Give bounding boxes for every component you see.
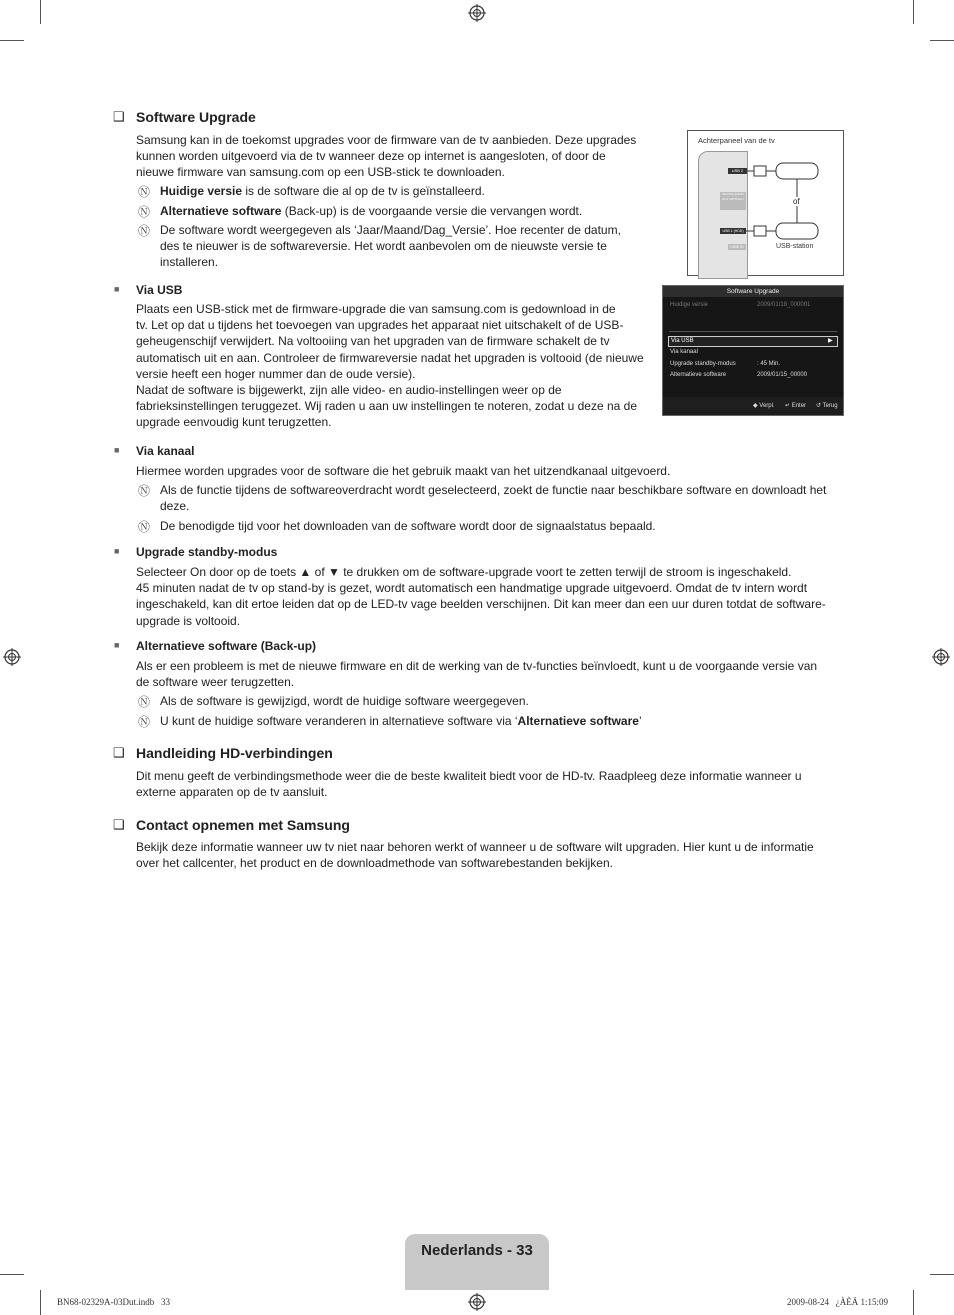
registration-mark-icon (932, 648, 950, 666)
diagram-caption: Achterpaneel van de tv (698, 136, 775, 145)
osd-hint-move: ◆ Verpl. (753, 403, 775, 409)
crop-mark (913, 1290, 914, 1315)
subsection-title-alternative: Alternatieve software (Back-up) (136, 639, 317, 653)
osd-item-via-kanaal[interactable]: Via kanaal (670, 349, 698, 355)
note-current-version: Huidige versie is de software die al op de tv is geïnstalleerd. (160, 184, 485, 198)
page-label: Nederlands - 33 (421, 1242, 533, 1259)
contact-paragraph: Bekijk deze informatie wanneer uw tv niet naar behoren werkt of wanneer u de software wilt upgraden. Hier kunt u de informatie over het callcenter, het product en de downloadmethode van softwarebestanden bekijken. (136, 840, 814, 871)
osd-current-version-label: Huidige versie (670, 302, 709, 308)
subsection-title-standby: Upgrade standby-modus (136, 545, 278, 559)
section-title-software-upgrade: Software Upgrade (136, 109, 256, 125)
page-number-tab (405, 1234, 549, 1290)
square-bullet-icon: ■ (114, 640, 120, 650)
note-icon: Ⓝ (138, 205, 151, 219)
osd-item-standby[interactable]: Upgrade standby-modus (670, 361, 736, 367)
intro-paragraph: Samsung kan in de toekomst upgrades voor de firmware van de tv aanbieden. Deze upgrades kunnen worden uitgevoerd via de tv wanneer deze op internet is aangesloten, of door de nieuwe firmware van samsung.com op een USB-stick te downloaden. (136, 133, 637, 180)
osd-standby-value: : 45 Min. (757, 361, 781, 367)
checkbox-bullet-icon: ❑ (113, 109, 125, 124)
usb-station-label: USB-station (776, 243, 814, 250)
alternative-note-1: Als de software is gewijzigd, wordt de huidige software weergegeven. (160, 694, 529, 708)
via-kanaal-note-1: Als de functie tijdens de softwareoverdracht wordt geselecteerd, zoekt de functie naar beschikbare software en downloadt het deze. (160, 483, 827, 514)
note-icon: Ⓝ (138, 484, 151, 498)
note-icon: Ⓝ (138, 695, 151, 709)
crop-mark (0, 1274, 24, 1275)
note-icon: Ⓝ (138, 224, 151, 238)
crop-mark (930, 1274, 954, 1275)
section-title-hd: Handleiding HD-verbindingen (136, 745, 333, 761)
via-kanaal-note-2: De benodigde tijd voor het downloaden van de software wordt door de signaalstatus bepaald. (160, 519, 656, 533)
osd-hint-back: ↺ Terug (816, 403, 838, 409)
print-timestamp: 2009-08-24 ¿ÀÈÄ 1:15:09 (787, 1297, 888, 1307)
hd-paragraph: Dit menu geeft de verbindingsmethode weer die de beste kwaliteit biedt voor de HD-tv. Raadpleeg deze informatie wanneer u externe apparaten op de tv aansluit. (136, 769, 802, 800)
osd-alternative-value: 2009/01/15_00000 (757, 372, 808, 378)
osd-divider (669, 331, 837, 332)
via-usb-paragraph: Plaats een USB-stick met de firmware-upgrade die van samsung.com is gedownload in de tv. Let op dat u tijdens het toevoegen van upgrades het apparaat niet uitschakelt of de USB- geheugenschijf verwijdert. Na voltooiing van het upgraden van de firmware schakelt de tv automatisch uit en aan. Controleer de firmwareversie nadat het upgraden is voltooid (de nieuwe versie heeft een hoger nummer dan de oude versie). Nadat de software is bijgewerkt, zijn alle video- en audio-instellingen weer op de fabrieksinstellingen teruggezet. Wij raden u aan uw instellingen te noteren, zodat u deze na de upgrade eenvoudig kunt terugzetten. (136, 302, 644, 430)
note-icon: Ⓝ (138, 520, 151, 534)
note-version-format: De software wordt weergegeven als ‘Jaar/Maand/Dag_Versie’. Hoe recenter de datum, des te nieuwer is de softwareversie. Het wordt aanbevolen om de nieuwste versie te installeren. (160, 223, 621, 270)
section-title-contact: Contact opnemen met Samsung (136, 817, 350, 833)
or-label: of (793, 197, 800, 206)
osd-item-via-usb[interactable]: Via USB ▶ (668, 336, 838, 347)
usb-port-2: USB 2 (728, 168, 747, 174)
hdmi-port: HDMI IN (728, 244, 746, 250)
osd-arrow-right-icon: ▶ (828, 338, 833, 344)
square-bullet-icon: ■ (114, 445, 120, 455)
checkbox-bullet-icon: ❑ (113, 817, 125, 832)
checkbox-bullet-icon: ❑ (113, 745, 125, 760)
subsection-title-via-usb: Via USB (136, 283, 183, 297)
alternative-note-2: U kunt de huidige software veranderen in alternatieve software via ‘Alternatieve software’ (160, 714, 642, 728)
square-bullet-icon: ■ (114, 284, 120, 294)
standby-paragraph: Selecteer On door op de toets ▲ of ▼ te drukken om de software-upgrade voort te zetten terwijl de stroom is ingeschakeld. 45 minuten nadat de tv op stand-by is gezet, wordt automatisch een handmatige upgrade uitgevoerd. Omdat de tv intern wordt ingeschakeld, kan dit ertoe leiden dat op de LED-tv vage beelden verschijnen. Dit kan meer dan een uur duren totdat de software- upgrade is voltooid. (136, 565, 826, 628)
tv-back-panel-diagram (687, 130, 844, 276)
usb-port-1: USB 1 (HDD) (720, 228, 746, 234)
registration-mark-icon (468, 4, 486, 22)
crop-mark (913, 0, 914, 24)
subsection-title-via-kanaal: Via kanaal (136, 444, 195, 458)
software-upgrade-osd-screen (662, 285, 844, 416)
osd-title: Software Upgrade (663, 286, 843, 297)
osd-item-alternative[interactable]: Alternatieve software (670, 372, 727, 378)
crop-mark (930, 40, 954, 41)
osd-current-version-value: 2009/01/18_000001 (757, 302, 811, 308)
registration-mark-icon (3, 648, 21, 666)
osd-hint-bar (663, 397, 843, 415)
note-icon: Ⓝ (138, 715, 151, 729)
crop-mark (40, 0, 41, 24)
crop-mark (0, 40, 24, 41)
optical-port: DIGITAL AUDIO OUT (OPTICAL) (720, 192, 746, 210)
note-alternative-software: Alternatieve software (Back-up) is de voorgaande versie die vervangen wordt. (160, 204, 583, 218)
registration-mark-icon (468, 1293, 486, 1311)
via-kanaal-text: Hiermee worden upgrades voor de software die het gebruik maakt van het uitzendkanaal uitgevoerd. (136, 464, 671, 478)
crop-mark (40, 1290, 41, 1315)
osd-hint-enter: ↵ Enter (785, 403, 807, 409)
print-file-label: BN68-02329A-03Dut.indb 33 (57, 1297, 170, 1307)
note-icon: Ⓝ (138, 185, 151, 199)
square-bullet-icon: ■ (114, 546, 120, 556)
alternative-paragraph: Als er een probleem is met de nieuwe firmware en dit de werking van de tv-functies beïnvloedt, kunt u de voorgaande versie van de software weer terugzetten. (136, 659, 818, 690)
